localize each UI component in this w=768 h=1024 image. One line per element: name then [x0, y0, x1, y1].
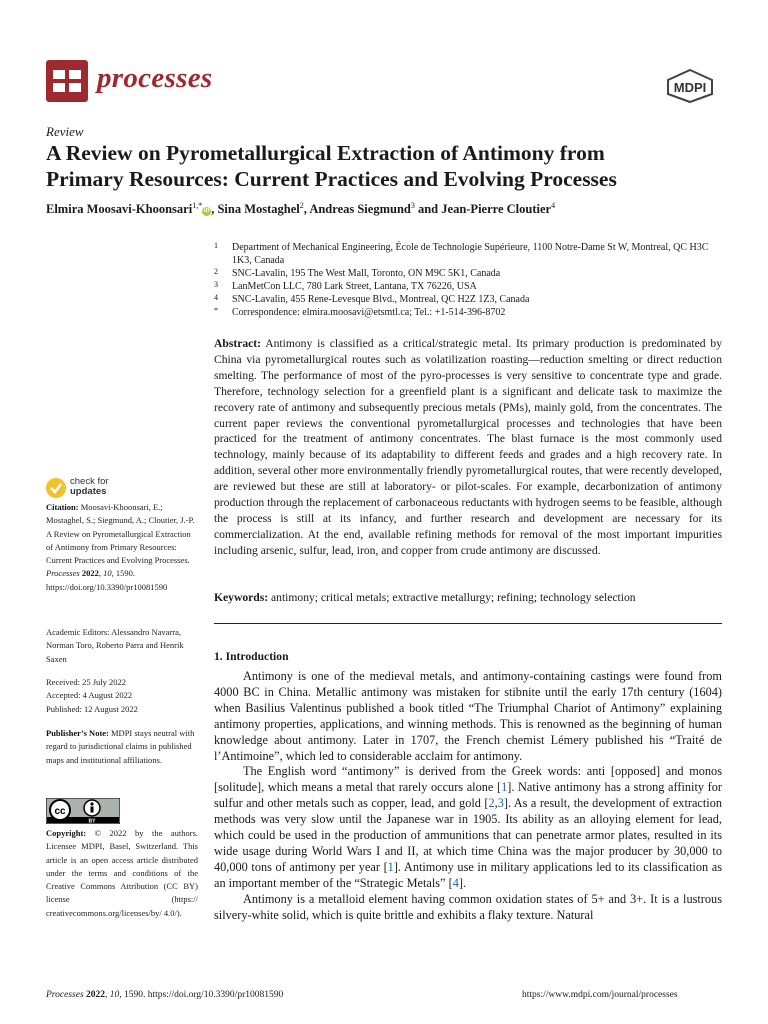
title-line-2: Primary Resources: Current Practices and Evolving Processes — [46, 167, 617, 191]
paragraph: The English word “antimony” is derived from the Greek words: anti [opposed] and monos [solitude], which means a metal that rarely occurs alone [1]. Native antimony has a strong affinity for sulfur and other metals such as copper, lead, and gold [2,3]. As a result, the development of extraction methods was very slow until the Japanese war in 1905. Its ability as an alloying element for lead, which could be used in the production of ammunitions that can penetrate armor plates, resulted in its wide usage during World Wars I and II, at which time China was the major producer by 30,000 to 40,000 tons of antimony per year [1]. Antimony use in military applications led to its classification as an important member of the “Strategic Metals” [4]. — [214, 764, 723, 890]
title-line-1: A Review on Pyrometallurgical Extraction of Antimony from — [46, 141, 605, 165]
citation-ref[interactable]: 1 — [501, 780, 508, 795]
citation-ref[interactable]: 2 — [488, 796, 495, 811]
citation-ref[interactable]: 1 — [387, 859, 394, 874]
keywords-label: Keywords: — [214, 591, 269, 604]
affiliation: 2 SNC-Lavalin, 195 The West Mall, Toronto, ON M9C 5K1, Canada — [214, 267, 501, 279]
abstract-text: Antimony is classified as a critical/strategic metal. Its primary production is predominated by China via pyrometallurgical routes such as volatilization roasting—reduction smelting or direct reduction smelting. The performance of most of the pyro-processes is very sensitive to concentrate type and grade. Therefore, technology selection for a greenfield plant is a significant and delicate task to maximize the recovery rate of antimony and subsequently precious metals (PMs), mainly gold, from the concentrates. The current paper reviews the conventional pyrometallurgical processes and technologies that have been practiced for the treatment of antimony concentrates. The blast furnace is the most commonly used technology, mainly because of its adaptability to different feeds and grades and a high recovery rate. In addition, several other more environmentally friendly pyrometallurgical routes, that were recently developed, are reviewed but these are still at laboratory- or pilot-scales. For example, decarbonization of antimony production through the replacement of carbonaceous reductants with hydrogen seems to be feasible, although the process is still at its infancy, and further research and development are necessary for its commercialization. At the end, available refining methods for removal of the most important impurities including arsenic, sulfur, lead, iron, and copper from crude antimony are discussed. — [214, 337, 722, 557]
abstract — [214, 336, 722, 559]
paragraph: Antimony is a metalloid element having common oxidation states of 5+ and 3+. It is a lustrous silvery-white solid, which is quite brittle and exhibits a flaky texture. Natural — [214, 891, 722, 922]
svg-text:MDPI: MDPI — [673, 80, 707, 95]
author-name[interactable]: Andreas Siegmund — [309, 202, 411, 217]
citation-label: Citation: — [46, 502, 79, 512]
cc-by-license-icon[interactable] — [46, 798, 120, 824]
author-affil: 1,* — [192, 201, 203, 210]
author-affil: 3 — [410, 201, 415, 210]
author-name[interactable]: Elmira Moosavi-Khoonsari — [46, 202, 193, 217]
academic-editors: Academic Editors: Alessandro Navarra, Norman Toro, Roberto Parra and Henrik Saxen — [46, 627, 184, 664]
abstract-label: Abstract: — [214, 337, 262, 350]
paragraph: Antimony is one of the medieval metals, and antimony-containing castings were found from 4000 BC in China. Metallic antimony was mistaken for stibnite until the early 17th century (1604) when Basilius Valentinus published a book titled “The Triumphal Chariot of Antimony” explaining antimony properties, applications, and winning methods. This is renowned as the beginning of human knowledge about antimony. Later in 1707, the French chemist Lémery published his “Traité de l’Antimoine”, which led to considerable acclaim for antimony. — [214, 669, 722, 763]
journal-name: processes — [97, 62, 213, 94]
article-title — [46, 140, 726, 192]
check-updates-icon — [46, 478, 66, 498]
mdpi-logo — [664, 68, 716, 104]
affiliation: 3 LanMetCon LLC, 780 Lark Street, Lantana, TX 76226, USA — [214, 280, 477, 292]
accepted-date: Accepted: 4 August 2022 — [46, 690, 133, 701]
svg-text:cc: cc — [54, 806, 66, 817]
journal-logo — [46, 60, 88, 102]
affiliation: 1 Department of Mechanical Engineering, École de Technologie Supérieure, 1100 Notre-Dame St W, Montreal, QC H3C 1K3, Canada — [214, 241, 709, 266]
dates-block — [46, 676, 198, 716]
footer-journal-url[interactable]: https://www.mdpi.com/journal/processes — [522, 990, 678, 1000]
publisher-note: Publisher’s Note: MDPI stays neutral with regard to jurisdictional claims in published maps and institutional affiliations. — [46, 728, 195, 765]
keywords — [214, 590, 722, 605]
author-name[interactable]: Jean-Pierre Cloutier — [441, 202, 552, 217]
author-affil: 2 — [299, 201, 304, 210]
affiliation: 4 SNC-Lavalin, 455 Rene-Levesque Blvd., Montreal, QC H2Z 1Z3, Canada — [214, 293, 530, 305]
author-list — [46, 201, 726, 217]
author-separator: , — [211, 202, 218, 217]
section-heading: 1. Introduction — [214, 650, 289, 663]
introduction-body — [214, 669, 722, 924]
author-name[interactable]: Sina Mostaghel — [217, 202, 300, 217]
divider — [214, 623, 722, 624]
check-for-updates-button[interactable]: check for updates — [46, 476, 166, 502]
author-affil: 4 — [551, 201, 556, 210]
citation-ref[interactable]: 3 — [497, 796, 504, 811]
received-date: Received: 25 July 2022 — [46, 677, 127, 687]
copyright-block: Copyright: © 2022 by the authors. Licensee MDPI, Basel, Switzerland. This article is an open access article distributed under the terms and conditions of the Creative Commons Attribution (CC BY) license (https:// creativecommons.org/licenses/by/ 4.0/). — [46, 828, 199, 918]
citation-ref[interactable]: 4 — [452, 875, 459, 890]
published-date: Published: 12 August 2022 — [46, 703, 138, 714]
citation-doi-link[interactable]: https://doi.org/10.3390/pr10081590 — [46, 581, 168, 592]
citation-block: Citation: Moosavi-Khoonsari, E.; Mostaghel, S.; Siegmund, A.; Cloutier, J.-P. A Review on Pyrometallurgical Extraction of Antimony from Primary Resources: Current Practices and Evolving Processes. Processes 2022, 10, 1590. https://doi.org/10.3390/pr10081590 — [46, 502, 195, 592]
keywords-text: antimony; critical metals; extractive metallurgy; refining; technology selection — [271, 591, 636, 604]
author-separator: , — [303, 202, 310, 217]
svg-text:BY: BY — [88, 818, 96, 824]
orcid-icon[interactable]: iD — [203, 208, 210, 215]
author-separator: and — [414, 202, 442, 217]
correspondence: * Correspondence: elmira.moosavi@etsmtl.ca; Tel.: +1-514-396-8702 — [214, 306, 506, 318]
article-type: Review — [46, 124, 84, 139]
footer-citation: Processes 2022, 10, 1590. https://doi.org/10.3390/pr10081590 — [46, 990, 284, 1000]
affiliations — [214, 241, 714, 319]
